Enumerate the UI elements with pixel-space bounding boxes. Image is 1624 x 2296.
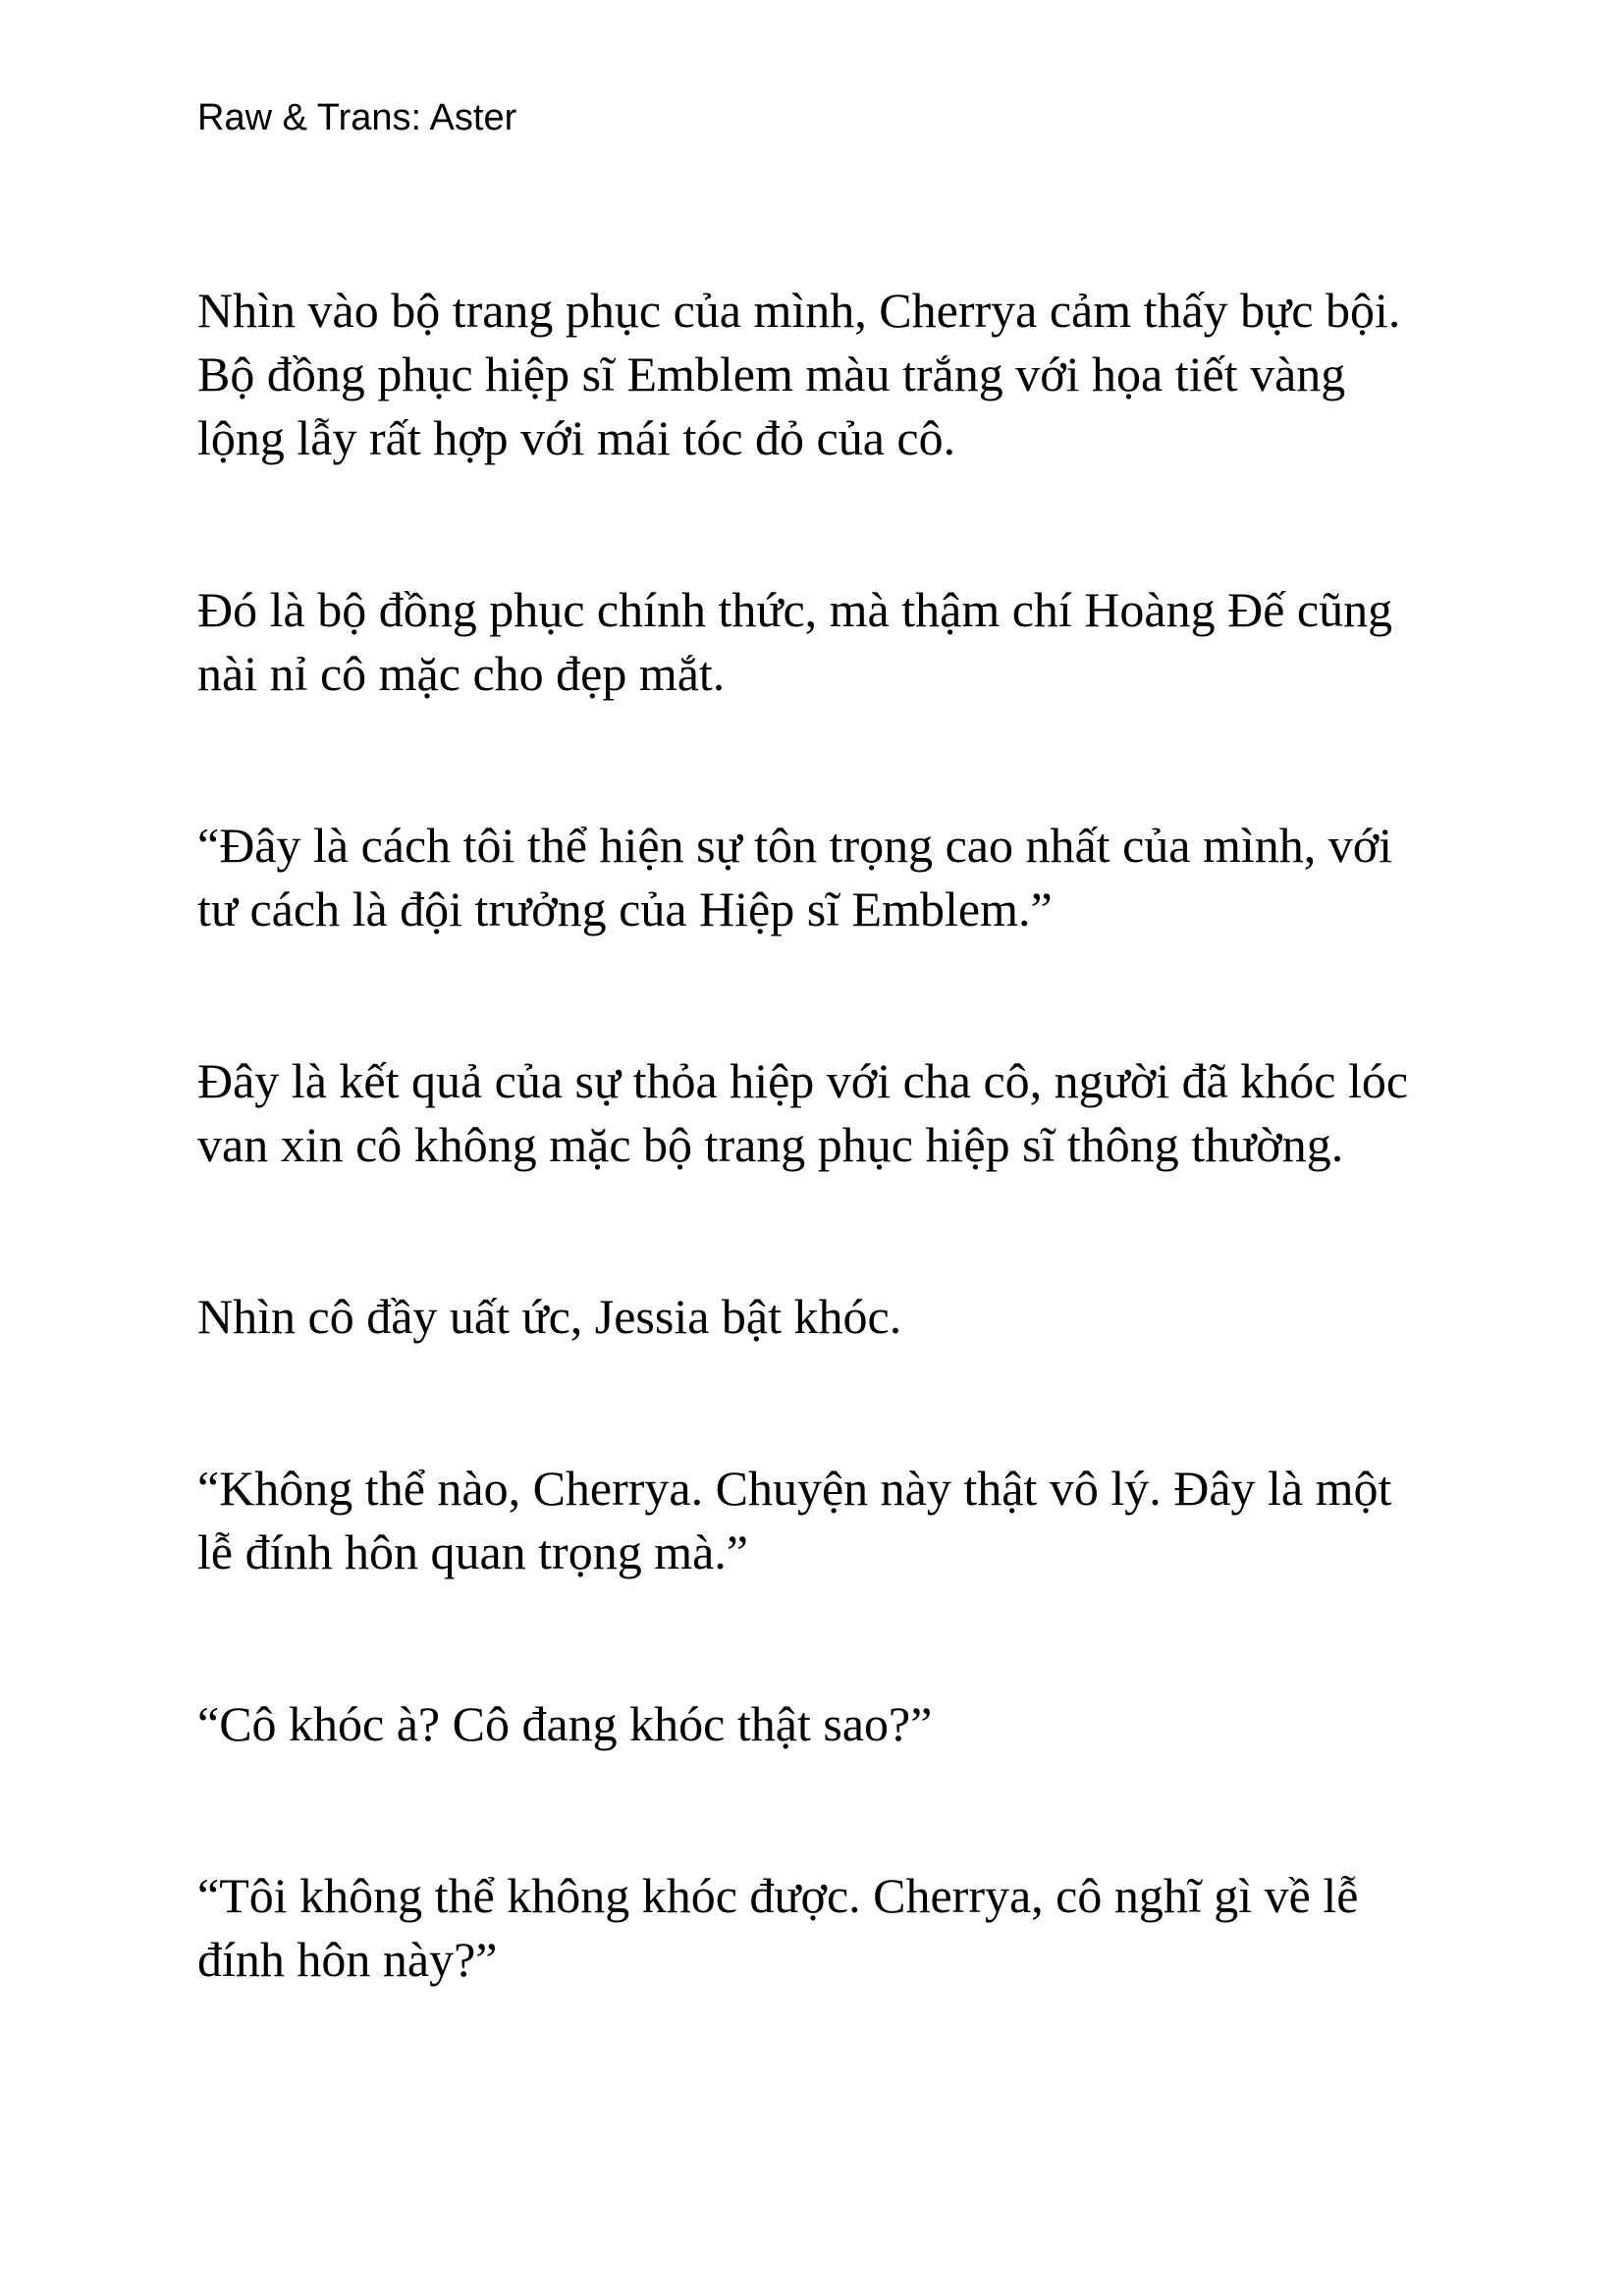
text-line: van xin cô không mặc bộ trang phục hiệp sĩ thông thường. (197, 1117, 1344, 1172)
paragraph (197, 279, 1477, 470)
text-line: đính hôn này?” (197, 1932, 498, 1987)
text-line: tư cách là đội trưởng của Hiệp sĩ Emblem.” (197, 881, 1053, 936)
text-line: “Không thể nào, Cherrya. Chuyện này thật vô lý. Đây là một (197, 1461, 1392, 1516)
document-body (197, 279, 1477, 1992)
text-line: nài nỉ cô mặc cho đẹp mắt. (197, 646, 726, 701)
paragraph (197, 1692, 1477, 1756)
paragraph (197, 578, 1477, 706)
text-line: Đó là bộ đồng phục chính thức, mà thậm chí Hoàng Đế cũng (197, 582, 1393, 637)
page-header-credit: Raw & Trans: Aster (197, 97, 517, 138)
text-line: lộng lẫy rất hợp với mái tóc đỏ của cô. (197, 410, 956, 465)
paragraph (197, 1049, 1477, 1177)
paragraph (197, 814, 1477, 941)
text-line: “Cô khóc à? Cô đang khóc thật sao?” (197, 1696, 933, 1751)
text-line: lễ đính hôn quan trọng mà.” (197, 1524, 748, 1579)
paragraph (197, 1864, 1477, 1992)
text-line: “Tôi không thể không khóc được. Cherrya, cô nghĩ gì về lễ (197, 1868, 1359, 1923)
paragraph (197, 1285, 1477, 1349)
text-line: “Đây là cách tôi thể hiện sự tôn trọng cao nhất của mình, với (197, 818, 1393, 873)
text-line: Đây là kết quả của sự thỏa hiệp với cha cô, người đã khóc lóc (197, 1053, 1409, 1108)
text-line: Bộ đồng phục hiệp sĩ Emblem màu trắng với họa tiết vàng (197, 347, 1346, 401)
paragraph (197, 1457, 1477, 1584)
text-line: Nhìn cô đầy uất ức, Jessia bật khóc. (197, 1289, 902, 1344)
text-line: Nhìn vào bộ trang phục của mình, Cherrya cảm thấy bực bội. (197, 283, 1401, 338)
